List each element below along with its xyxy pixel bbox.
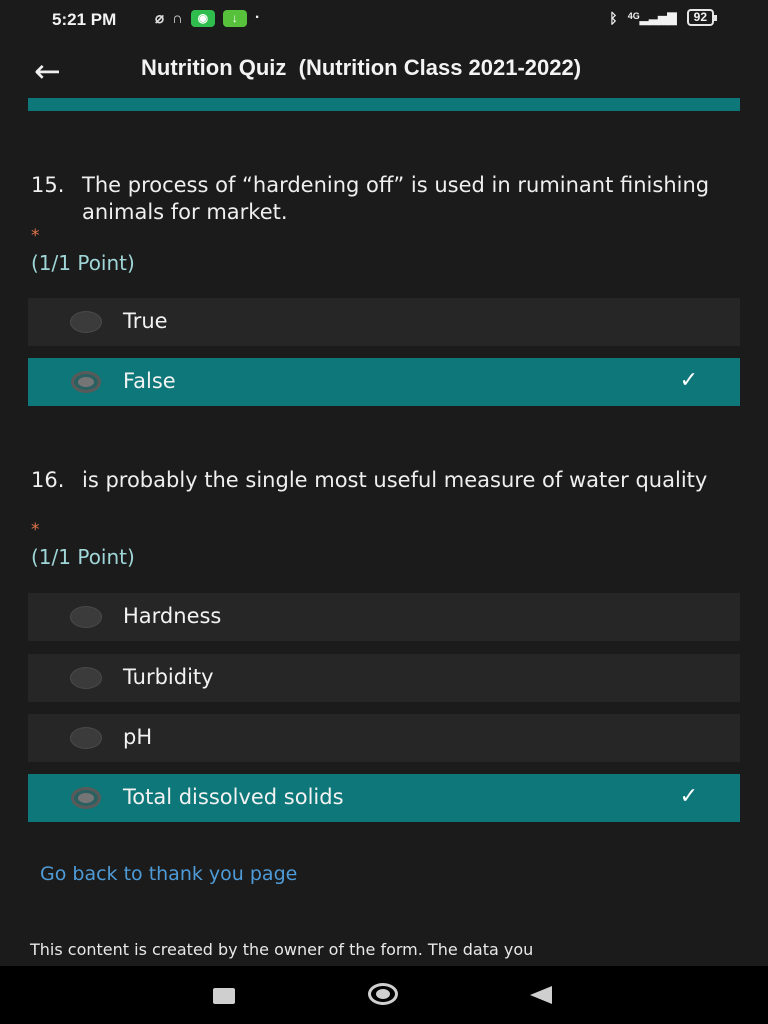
whatsapp-icon: ◉ [191,10,215,27]
question-points: (1/1 Point) [31,251,135,275]
question-16-title [31,467,731,494]
question-text: is probably the single most useful measure of water quality [82,468,708,492]
option-label: Total dissolved solids [123,785,344,809]
footer-text-line: This content is created by the owner of the form. The data you [30,940,534,959]
triangle-back-icon[interactable] [530,986,552,1004]
required-star: * [31,520,40,540]
footer-disclaimer [0,940,768,966]
battery-icon [687,9,714,26]
headset-icon: ∩ [172,9,183,27]
option-hardness[interactable] [28,593,740,641]
radio-button[interactable] [70,727,102,749]
question-number: 15. [31,173,65,197]
network-type: 4G [627,10,640,21]
option-label: Turbidity [123,665,214,689]
bluetooth-icon: ᛒ [609,9,618,26]
question-points: (1/1 Point) [31,545,135,569]
progress-bar-edge [28,98,740,111]
back-to-thank-you-link[interactable]: Go back to thank you page [40,863,298,885]
question-15-title [31,172,731,226]
option-false[interactable] [28,358,740,406]
option-label: Hardness [123,604,222,628]
square-icon[interactable] [213,988,235,1004]
radio-button-selected[interactable] [71,787,101,809]
option-label: False [123,369,176,393]
circle-icon[interactable] [368,983,398,1005]
option-label: pH [123,725,153,749]
option-true[interactable] [28,298,740,346]
navigation-bar [0,966,768,1024]
battery-level: 92 [693,10,707,24]
option-turbidity[interactable] [28,654,740,702]
dot-icon: · [254,9,261,26]
status-icons-right [609,9,714,26]
page-title: Nutrition Quiz (Nutrition Class 2021-2022) [141,55,582,80]
app-header [0,42,768,98]
radio-button-selected[interactable] [71,371,101,393]
download-icon: ↓ [223,10,247,27]
radio-button[interactable] [70,606,102,628]
option-label: True [123,309,168,333]
radio-button[interactable] [70,667,102,689]
question-number: 16. [31,468,65,492]
alarm-off-icon: ⌀ [155,10,165,27]
arrow-left-icon[interactable]: ← [34,52,61,90]
check-icon: ✓ [679,784,698,809]
status-icons-left [155,9,260,27]
option-total-dissolved-solids[interactable] [28,774,740,822]
status-time: 5:21 PM [52,10,117,29]
radio-button[interactable] [70,311,102,333]
question-text: The process of “hardening off” is used in ruminant finishing animals for market. [82,173,710,224]
required-star: * [31,226,40,246]
check-icon: ✓ [679,368,698,393]
signal-icon: $^{4G}$▂▃▅▇ [627,10,677,25]
option-ph[interactable] [28,714,740,762]
status-bar [0,0,768,42]
